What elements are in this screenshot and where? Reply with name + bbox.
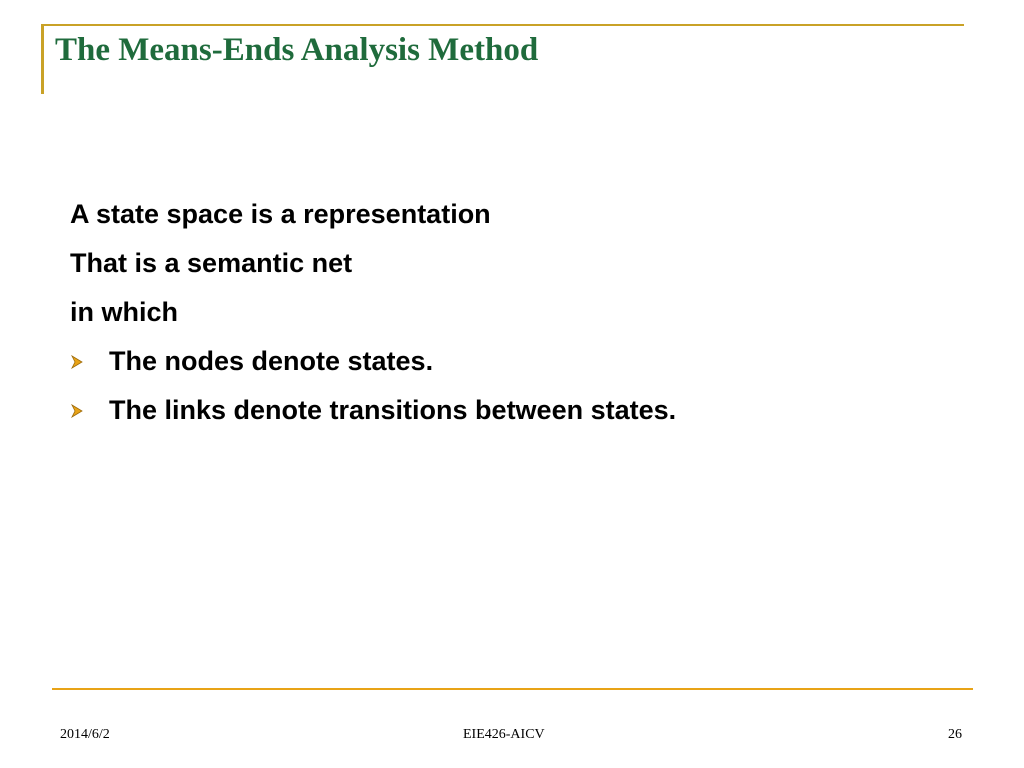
body-line-1: A state space is a representation: [70, 199, 491, 229]
title-frame-vertical-rule: [41, 24, 44, 94]
bullet-item-1-text: The nodes denote states.: [109, 346, 434, 376]
slide-body: [70, 190, 676, 435]
body-line-3: in which: [70, 297, 178, 327]
chevron-right-icon: [70, 355, 84, 369]
footer-page-number: 26: [948, 727, 962, 742]
footer-course-label: EIE426-AICV: [463, 727, 545, 742]
title-frame-horizontal-rule: [41, 24, 964, 26]
slide-title: The Means-Ends Analysis Method: [55, 32, 539, 68]
footer-date: 2014/6/2: [60, 727, 110, 742]
bullet-item-2-text: The links denote transitions between states.: [109, 395, 677, 425]
bullet-item-1: [70, 337, 676, 386]
chevron-right-icon: [70, 404, 84, 418]
body-line-2: That is a semantic net: [70, 248, 353, 278]
bullet-item-2: [70, 386, 676, 435]
footer-rule: [52, 688, 973, 690]
